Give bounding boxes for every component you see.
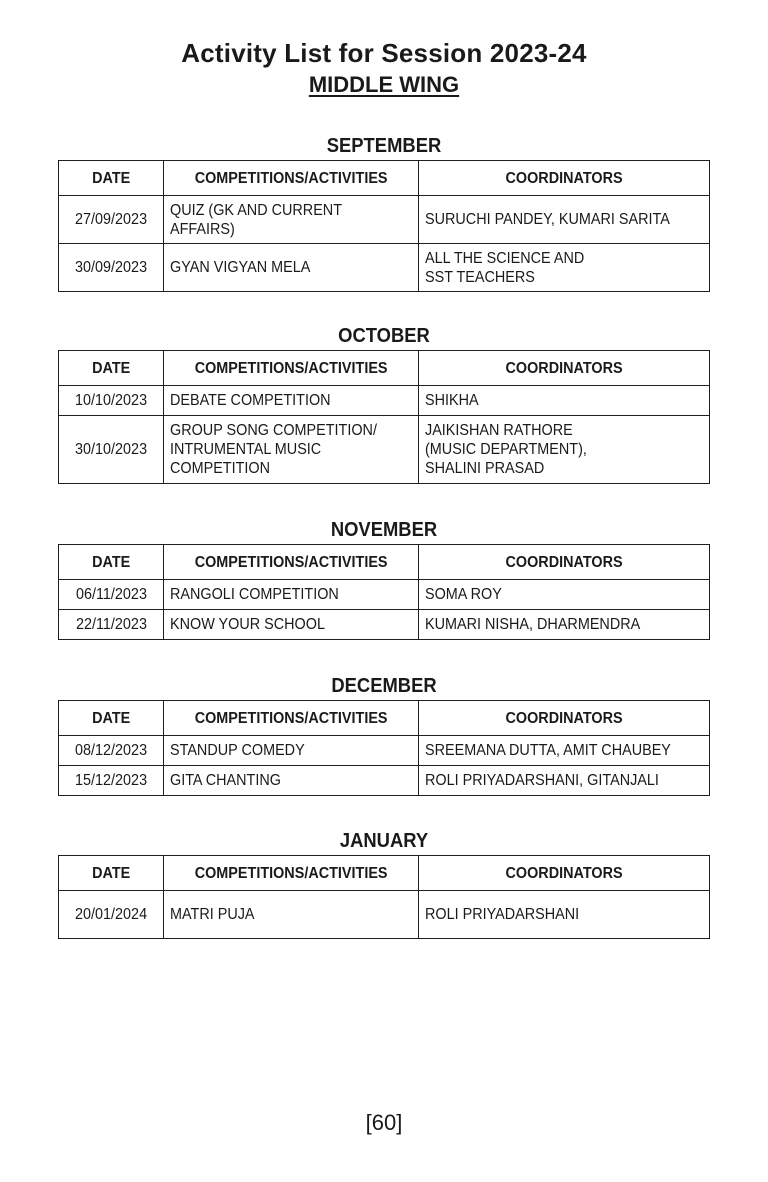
date-header — [59, 161, 164, 196]
table-row — [59, 736, 710, 766]
date-header-label: DATE — [92, 359, 131, 377]
date-text: 20/01/2024 — [75, 906, 148, 923]
activity-header — [164, 701, 418, 736]
coordinators-header — [418, 856, 709, 891]
activity-line: DEBATE COMPETITION — [170, 392, 331, 409]
month-section — [58, 518, 710, 640]
activity-cell — [164, 736, 418, 766]
activity-line: GROUP SONG COMPETITION/ — [170, 422, 378, 439]
date-text: 08/12/2023 — [75, 742, 148, 759]
month-section — [58, 134, 710, 292]
date-header-label: DATE — [92, 553, 131, 571]
coordinators-line: SHALINI PRASAD — [424, 460, 544, 477]
coordinators-cell — [418, 610, 709, 640]
date-cell — [59, 580, 164, 610]
date-text: 10/10/2023 — [75, 392, 148, 409]
activity-cell — [164, 891, 418, 939]
activity-header-label: COMPETITIONS/ACTIVITIES — [194, 864, 388, 882]
month-heading: SEPTEMBER — [326, 135, 442, 157]
activity-header-label: COMPETITIONS/ACTIVITIES — [194, 553, 388, 571]
month-section — [58, 674, 710, 796]
activity-cell — [164, 244, 418, 292]
table-row — [59, 766, 710, 796]
coordinators-header — [418, 351, 709, 386]
table-header-row — [59, 856, 710, 891]
activity-cell — [164, 386, 418, 416]
table-row — [59, 386, 710, 416]
activity-line: MATRI PUJA — [170, 906, 255, 923]
coordinators-header — [418, 545, 709, 580]
table-row — [59, 416, 710, 484]
month-section — [58, 829, 710, 939]
coordinators-cell — [418, 891, 709, 939]
date-text: 15/12/2023 — [75, 772, 148, 789]
table-header-row — [59, 351, 710, 386]
table-row — [59, 891, 710, 939]
coordinators-header-label: COORDINATORS — [505, 864, 623, 882]
date-text: 06/11/2023 — [75, 586, 147, 603]
activity-line: STANDUP COMEDY — [170, 742, 305, 759]
coordinators-cell — [418, 196, 709, 244]
coordinators-header-label: COORDINATORS — [505, 553, 623, 571]
table-header-row — [59, 545, 710, 580]
activity-line: KNOW YOUR SCHOOL — [170, 616, 326, 633]
month-heading: NOVEMBER — [330, 519, 438, 541]
coordinators-line: JAIKISHAN RATHORE — [424, 422, 573, 439]
coordinators-header — [418, 161, 709, 196]
activity-table — [58, 160, 710, 292]
table-header-row — [59, 701, 710, 736]
activity-table — [58, 855, 710, 939]
activity-table — [58, 544, 710, 640]
activity-line: INTRUMENTAL MUSIC — [170, 441, 322, 458]
date-cell — [59, 196, 164, 244]
date-header-label: DATE — [92, 864, 131, 882]
date-cell — [59, 891, 164, 939]
subtitle-text: MIDDLE WING — [308, 72, 460, 97]
date-cell — [59, 386, 164, 416]
date-text: 30/09/2023 — [75, 259, 148, 276]
coordinators-cell — [418, 386, 709, 416]
coordinators-line: ROLI PRIYADARSHANI, GITANJALI — [424, 772, 659, 789]
coordinators-cell — [418, 580, 709, 610]
activity-cell — [164, 610, 418, 640]
month-heading: JANUARY — [339, 830, 429, 852]
date-text: 22/11/2023 — [75, 616, 147, 633]
coordinators-header-label: COORDINATORS — [505, 169, 623, 187]
table-row — [59, 580, 710, 610]
activity-line: GITA CHANTING — [170, 772, 282, 789]
activity-line: GYAN VIGYAN MELA — [170, 259, 311, 276]
coordinators-line: SST TEACHERS — [424, 268, 535, 286]
coordinators-header — [418, 701, 709, 736]
date-header — [59, 701, 164, 736]
activity-header — [164, 856, 418, 891]
table-header-row — [59, 161, 710, 196]
date-text: 27/09/2023 — [75, 211, 148, 228]
coordinators-line: SREEMANA DUTTA, AMIT CHAUBEY — [424, 742, 671, 759]
activity-header-label: COMPETITIONS/ACTIVITIES — [194, 359, 388, 377]
month-heading: OCTOBER — [338, 325, 430, 347]
date-cell — [59, 416, 164, 484]
date-text: 30/10/2023 — [75, 441, 148, 458]
activity-header — [164, 351, 418, 386]
coordinators-header-label: COORDINATORS — [505, 709, 623, 727]
table-row — [59, 610, 710, 640]
coordinators-line: ROLI PRIYADARSHANI — [424, 906, 579, 923]
activity-cell — [164, 416, 418, 484]
date-header — [59, 856, 164, 891]
date-header — [59, 545, 164, 580]
activity-table — [58, 350, 710, 484]
month-section — [58, 324, 710, 484]
table-row — [59, 196, 710, 244]
page-subtitle — [0, 72, 768, 98]
activity-header — [164, 161, 418, 196]
date-cell — [59, 244, 164, 292]
activity-cell — [164, 196, 418, 244]
coordinators-cell — [418, 416, 709, 484]
coordinators-line: SHIKHA — [424, 392, 479, 409]
activity-line: AFFAIRS) — [170, 220, 235, 238]
coordinators-header-label: COORDINATORS — [505, 359, 623, 377]
coordinators-line: SURUCHI PANDEY, KUMARI SARITA — [424, 211, 670, 228]
date-cell — [59, 766, 164, 796]
activity-line: COMPETITION — [170, 460, 271, 477]
date-header-label: DATE — [92, 169, 131, 187]
activity-line: QUIZ (GK AND CURRENT — [170, 201, 343, 219]
table-row — [59, 244, 710, 292]
coordinators-cell — [418, 736, 709, 766]
page-number: [60] — [365, 1110, 403, 1135]
activity-cell — [164, 766, 418, 796]
activity-table — [58, 700, 710, 796]
page-title: Activity List for Session 2023-24 — [181, 38, 587, 68]
date-header-label: DATE — [92, 709, 131, 727]
coordinators-line: (MUSIC DEPARTMENT), — [424, 441, 587, 458]
coordinators-line: ALL THE SCIENCE AND — [424, 249, 584, 267]
activity-header — [164, 545, 418, 580]
activity-cell — [164, 580, 418, 610]
coordinators-line: SOMA ROY — [424, 586, 502, 603]
date-cell — [59, 736, 164, 766]
coordinators-line: KUMARI NISHA, DHARMENDRA — [424, 616, 640, 633]
date-header — [59, 351, 164, 386]
activity-header-label: COMPETITIONS/ACTIVITIES — [194, 709, 388, 727]
coordinators-cell — [418, 766, 709, 796]
activity-header-label: COMPETITIONS/ACTIVITIES — [194, 169, 388, 187]
date-cell — [59, 610, 164, 640]
coordinators-cell — [418, 244, 709, 292]
activity-line: RANGOLI COMPETITION — [170, 586, 339, 603]
month-heading: DECEMBER — [331, 675, 437, 697]
